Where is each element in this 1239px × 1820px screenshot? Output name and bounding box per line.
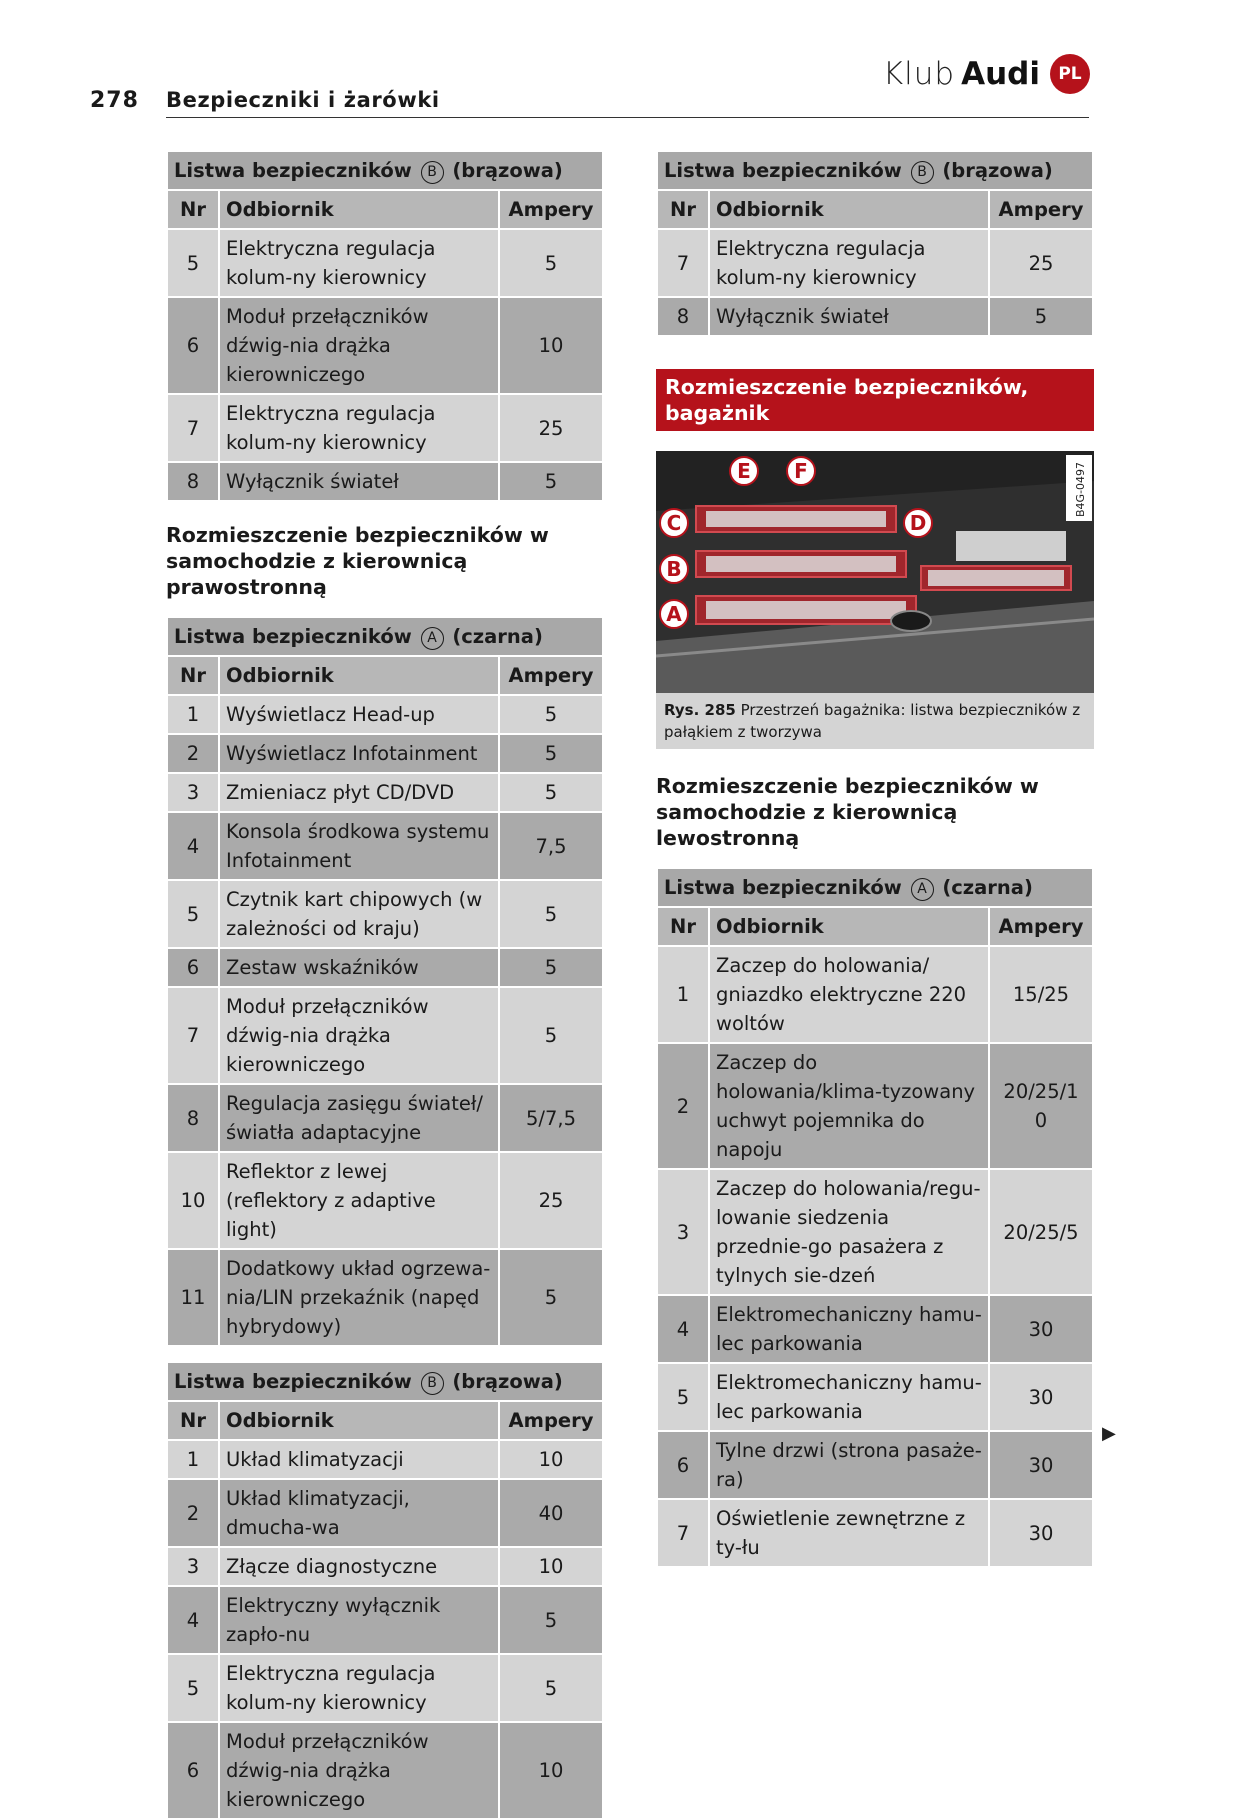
caption-letter-icon: B	[421, 1372, 444, 1395]
brand-klub: Klub	[882, 56, 956, 92]
table-caption	[167, 617, 603, 656]
cell-odbiornik: Elektryczna regulacja kolum-ny kierownicy	[219, 229, 499, 297]
table-row	[167, 1440, 603, 1479]
table-row	[167, 229, 603, 297]
table-row	[167, 1249, 603, 1346]
cell-nr: 1	[167, 695, 219, 734]
cell-nr: 7	[167, 394, 219, 462]
chapter-title: Bezpieczniki i żarówki	[166, 88, 440, 112]
cell-nr: 1	[657, 946, 709, 1043]
caption-letter-icon: A	[911, 878, 934, 901]
section-heading-right-hand: Rozmieszczenie bezpieczników w samochodzie z kierownicą prawostronną	[166, 523, 549, 599]
table-row	[167, 1084, 603, 1152]
cell-ampery: 7,5	[499, 812, 603, 880]
fuse-table-grid	[656, 867, 1094, 1568]
table-caption-row	[167, 617, 603, 656]
table-header-row	[167, 656, 603, 695]
table-row	[167, 880, 603, 948]
cell-ampery: 30	[989, 1499, 1093, 1567]
fuse-strip-b	[696, 551, 906, 577]
fuse-table-grid	[166, 150, 604, 502]
cell-ampery: 15/25	[989, 946, 1093, 1043]
caption-text: Listwa bezpieczników	[664, 159, 902, 182]
cell-odbiornik: Moduł przełączników dźwig-nia drążka kierowniczego	[219, 297, 499, 394]
caption-text: Listwa bezpieczników	[174, 625, 412, 648]
cell-odbiornik: Regulacja zasięgu świateł/ światła adaptacyjne	[219, 1084, 499, 1152]
caption-color: (czarna)	[942, 876, 1033, 899]
cell-ampery: 5	[499, 1586, 603, 1654]
caption-letter-icon: B	[911, 161, 934, 184]
caption-color: (czarna)	[452, 625, 543, 648]
figure-label-c: C	[666, 511, 682, 535]
table-row	[167, 948, 603, 987]
cell-ampery: 10	[499, 1440, 603, 1479]
cell-nr: 1	[167, 1440, 219, 1479]
table-row	[167, 1586, 603, 1654]
cell-odbiornik: Moduł przełączników dźwig-nia drążka kierowniczego	[219, 987, 499, 1084]
cell-odbiornik: Wyświetlacz Head-up	[219, 695, 499, 734]
cell-nr: 5	[167, 229, 219, 297]
cell-odbiornik: Wyłącznik świateł	[709, 297, 989, 336]
cell-odbiornik: Zaczep do holowania/klima-tyzowany uchwyt pojemnika do napoju	[709, 1043, 989, 1169]
cell-odbiornik: Zmieniacz płyt CD/DVD	[219, 773, 499, 812]
table-header-row	[167, 1401, 603, 1440]
cell-odbiornik: Konsola środkowa systemu Infotainment	[219, 812, 499, 880]
cell-ampery: 40	[499, 1479, 603, 1547]
caption-text: Listwa bezpieczników	[174, 1370, 412, 1393]
cell-nr: 8	[167, 462, 219, 501]
cell-ampery: 10	[499, 1547, 603, 1586]
figure-label-d: D	[909, 511, 927, 535]
col-header-nr: Nr	[167, 1401, 219, 1440]
cell-nr: 7	[657, 229, 709, 297]
cell-nr: 6	[167, 297, 219, 394]
table-caption	[167, 151, 603, 190]
cell-nr: 6	[167, 1722, 219, 1819]
table-row	[167, 812, 603, 880]
cell-ampery: 5	[499, 987, 603, 1084]
table-row	[167, 1654, 603, 1722]
cell-ampery: 10	[499, 1722, 603, 1819]
cell-ampery: 30	[989, 1363, 1093, 1431]
section-heading-left-hand: Rozmieszczenie bezpieczników w samochodzie z kierownicą lewostronną	[656, 774, 1039, 850]
cell-ampery: 30	[989, 1295, 1093, 1363]
brand-audi: Audi	[961, 56, 1040, 92]
table-row	[167, 462, 603, 501]
caption-color: (brązowa)	[942, 159, 1053, 182]
table-row	[657, 229, 1093, 297]
cell-odbiornik: Reflektor z lewej (reflektory z adaptive light)	[219, 1152, 499, 1249]
col-header-odbiornik: Odbiornik	[219, 190, 499, 229]
cell-nr: 7	[167, 987, 219, 1084]
fuse-table	[166, 1361, 604, 1820]
table-caption	[167, 1362, 603, 1401]
col-header-nr: Nr	[657, 190, 709, 229]
cell-ampery: 5	[499, 695, 603, 734]
left-column	[166, 150, 604, 1820]
language-badge: PL	[1050, 54, 1090, 94]
table-row	[167, 1722, 603, 1819]
table-row	[657, 946, 1093, 1043]
cell-ampery: 5	[499, 1249, 603, 1346]
cell-ampery: 5	[499, 1654, 603, 1722]
cell-nr: 10	[167, 1152, 219, 1249]
table-header-row	[657, 190, 1093, 229]
table-caption-row	[657, 151, 1093, 190]
cell-odbiornik: Tylne drzwi (strona pasaże-ra)	[709, 1431, 989, 1499]
page-number: 278	[90, 88, 139, 113]
cell-odbiornik: Elektryczna regulacja kolum-ny kierownicy	[709, 229, 989, 297]
figure-label-e: E	[737, 459, 751, 483]
table-row	[657, 1499, 1093, 1567]
cell-nr: 3	[657, 1169, 709, 1295]
table-row	[167, 695, 603, 734]
cell-ampery: 5	[499, 948, 603, 987]
table-row	[167, 1479, 603, 1547]
table-row	[657, 1295, 1093, 1363]
caption-color: (brązowa)	[452, 1370, 563, 1393]
col-header-odbiornik: Odbiornik	[709, 190, 989, 229]
fuse-table	[656, 867, 1094, 1568]
col-header-nr: Nr	[167, 190, 219, 229]
fuse-table-grid	[656, 150, 1094, 337]
caption-color: (brązowa)	[452, 159, 563, 182]
fuse-box-illustration	[656, 451, 1094, 693]
brand-logo	[883, 54, 1090, 94]
table-row	[167, 1547, 603, 1586]
cell-nr: 5	[167, 880, 219, 948]
cell-odbiornik: Elektromechaniczny hamu-lec parkowania	[709, 1295, 989, 1363]
col-header-ampery: Ampery	[499, 656, 603, 695]
cell-ampery: 5	[499, 229, 603, 297]
cell-nr: 2	[167, 734, 219, 773]
cell-nr: 3	[167, 1547, 219, 1586]
cell-odbiornik: Elektromechaniczny hamu-lec parkowania	[709, 1363, 989, 1431]
col-header-ampery: Ampery	[989, 190, 1093, 229]
table-row	[657, 1431, 1093, 1499]
table-header-row	[167, 190, 603, 229]
cell-nr: 6	[167, 948, 219, 987]
cell-ampery: 5	[989, 297, 1093, 336]
cell-ampery: 5	[499, 773, 603, 812]
cell-nr: 4	[167, 1586, 219, 1654]
cell-odbiornik: Elektryczna regulacja kolum-ny kierownicy	[219, 394, 499, 462]
table-caption-row	[167, 1362, 603, 1401]
fuse-strip-c	[696, 506, 896, 532]
table-row	[657, 1363, 1093, 1431]
figure-label-a: A	[666, 602, 682, 626]
table-caption	[657, 868, 1093, 907]
table-row	[167, 734, 603, 773]
next-page-arrow-icon: ▶	[1102, 1423, 1116, 1444]
table-row	[167, 297, 603, 394]
fuse-table	[166, 150, 604, 502]
table-row	[167, 394, 603, 462]
cell-ampery: 5	[499, 734, 603, 773]
cell-ampery: 20/25/1 0	[989, 1043, 1093, 1169]
cell-odbiornik: Elektryczny wyłącznik zapło-nu	[219, 1586, 499, 1654]
cell-odbiornik: Oświetlenie zewnętrzne z ty-łu	[709, 1499, 989, 1567]
table-row	[167, 1152, 603, 1249]
section-banner-trunk: Rozmieszczenie bezpieczników, bagażnik	[656, 369, 1094, 431]
cell-ampery: 20/25/5	[989, 1169, 1093, 1295]
cell-ampery: 30	[989, 1431, 1093, 1499]
cell-ampery: 10	[499, 297, 603, 394]
fuse-table-grid	[166, 616, 604, 1347]
table-row	[657, 1043, 1093, 1169]
cell-nr: 4	[167, 812, 219, 880]
table-row	[657, 297, 1093, 336]
col-header-ampery: Ampery	[499, 190, 603, 229]
fuse-strip-a	[696, 596, 916, 624]
figure-caption-label: Rys. 285	[664, 701, 736, 719]
cell-nr: 11	[167, 1249, 219, 1346]
cell-nr: 2	[167, 1479, 219, 1547]
cell-odbiornik: Moduł przełączników dźwig-nia drążka kierowniczego	[219, 1722, 499, 1819]
table-row	[167, 773, 603, 812]
cell-nr: 5	[167, 1654, 219, 1722]
cell-ampery: 25	[989, 229, 1093, 297]
figure-caption	[656, 693, 1094, 749]
cell-odbiornik: Czytnik kart chipowych (w zależności od kraju)	[219, 880, 499, 948]
cell-nr: 4	[657, 1295, 709, 1363]
cell-ampery: 25	[499, 394, 603, 462]
cell-nr: 6	[657, 1431, 709, 1499]
cell-odbiornik: Zaczep do holowania/ gniazdko elektryczne 220 woltów	[709, 946, 989, 1043]
caption-letter-icon: B	[421, 161, 444, 184]
cell-ampery: 25	[499, 1152, 603, 1249]
cell-nr: 8	[167, 1084, 219, 1152]
cell-odbiornik: Zaczep do holowania/regu-lowanie siedzenia przednie-go pasażera z tylnych sie-dzeń	[709, 1169, 989, 1295]
cell-odbiornik: Złącze diagnostyczne	[219, 1547, 499, 1586]
cell-nr: 8	[657, 297, 709, 336]
caption-text: Listwa bezpieczników	[664, 876, 902, 899]
cell-ampery: 5	[499, 880, 603, 948]
col-header-odbiornik: Odbiornik	[709, 907, 989, 946]
cell-odbiornik: Zestaw wskaźników	[219, 948, 499, 987]
cell-nr: 2	[657, 1043, 709, 1169]
cell-ampery: 5	[499, 462, 603, 501]
col-header-ampery: Ampery	[989, 907, 1093, 946]
cell-odbiornik: Dodatkowy układ ogrzewa-nia/LIN przekaźnik (napęd hybrydowy)	[219, 1249, 499, 1346]
cell-odbiornik: Wyświetlacz Infotainment	[219, 734, 499, 773]
cell-nr: 3	[167, 773, 219, 812]
page-header	[90, 56, 1090, 120]
cell-odbiornik: Układ klimatyzacji	[219, 1440, 499, 1479]
cell-odbiornik: Wyłącznik świateł	[219, 462, 499, 501]
table-caption	[657, 151, 1093, 190]
fuse-box-figure	[656, 451, 1094, 693]
figure-caption-text: Przestrzeń bagażnika: listwa bezpieczników z pałąkiem z tworzywa	[664, 701, 1081, 741]
cell-odbiornik: Elektryczna regulacja kolum-ny kierownicy	[219, 1654, 499, 1722]
fuse-table	[656, 150, 1094, 337]
header-rule	[166, 117, 1089, 118]
col-header-odbiornik: Odbiornik	[219, 656, 499, 695]
cell-odbiornik: Układ klimatyzacji, dmucha-wa	[219, 1479, 499, 1547]
right-column	[656, 150, 1094, 1568]
figure-code: B4G-0497	[1074, 461, 1087, 517]
figure-label-f: F	[794, 459, 808, 483]
col-header-ampery: Ampery	[499, 1401, 603, 1440]
figure-label-b: B	[666, 557, 682, 581]
table-caption-row	[657, 868, 1093, 907]
caption-text: Listwa bezpieczników	[174, 159, 412, 182]
fuse-table	[166, 616, 604, 1347]
col-header-nr: Nr	[657, 907, 709, 946]
fuse-table-grid	[166, 1361, 604, 1820]
cell-nr: 5	[657, 1363, 709, 1431]
caption-letter-icon: A	[421, 627, 444, 650]
col-header-odbiornik: Odbiornik	[219, 1401, 499, 1440]
table-caption-row	[167, 151, 603, 190]
table-row	[657, 1169, 1093, 1295]
cell-ampery: 5/7,5	[499, 1084, 603, 1152]
col-header-nr: Nr	[167, 656, 219, 695]
table-header-row	[657, 907, 1093, 946]
table-row	[167, 987, 603, 1084]
cell-nr: 7	[657, 1499, 709, 1567]
